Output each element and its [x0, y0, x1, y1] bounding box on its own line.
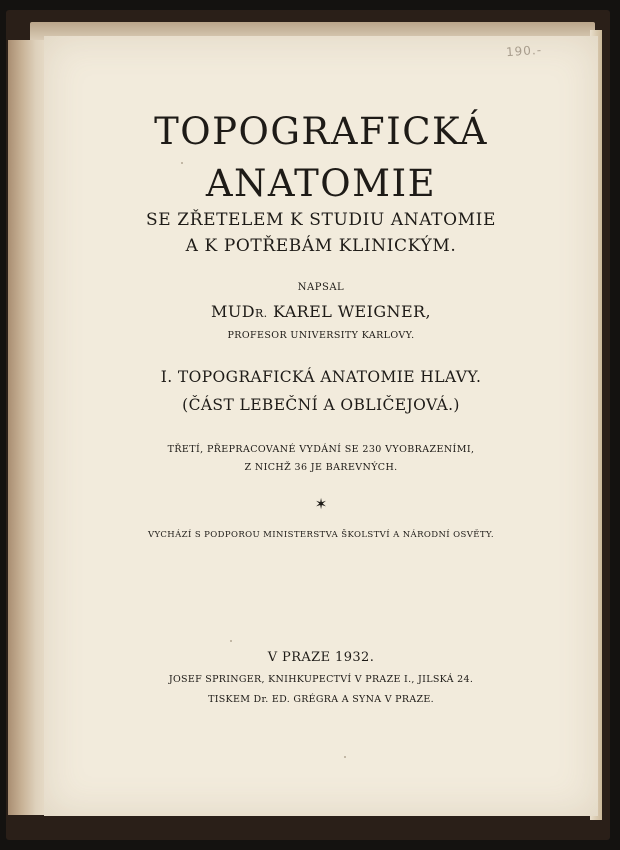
- handwritten-price-note: 190.-: [505, 42, 543, 60]
- author-position: PROFESOR UNIVERSITY KARLOVY.: [227, 330, 415, 341]
- author-name-line: [44, 302, 598, 321]
- imprint-publisher: JOSEF SPRINGER, KNIHKUPECTVÍ V PRAZE I., JILSKÁ 24.: [168, 674, 474, 685]
- subtitle-line-1: SE ZŘETELEM K STUDIU ANATOMIE: [146, 210, 496, 230]
- part-title-line-1: I. TOPOGRAFICKÁ ANATOMIE HLAVY.: [160, 368, 482, 386]
- support-note: VYCHÁZÍ S PODPOROU MINISTERSTVA ŠKOLSTVÍ A NÁRODNÍ OSVĚTY.: [148, 530, 494, 540]
- title-line-2: ANATOMIE: [205, 162, 437, 205]
- author-label: NAPSAL: [297, 282, 345, 293]
- imprint-printer: TISKEM Dr. ED. GRÉGRA A SYNA V PRAZE.: [208, 694, 434, 705]
- edition-line-2: Z NICHŽ 36 JE BAREVNÝCH.: [244, 462, 398, 473]
- imprint-place-year: V PRAZE 1932.: [267, 650, 375, 665]
- paper-speck: [181, 162, 183, 164]
- subtitle-line-2: A K POTŘEBÁM KLINICKÝM.: [185, 236, 457, 256]
- edition-line-1: TŘETÍ, PŘEPRACOVANÉ VYDÁNÍ SE 230 VYOBRAZENÍMI,: [167, 444, 475, 455]
- paper-speck: [230, 640, 232, 642]
- author-name: KAREL WEIGNER,: [267, 302, 431, 321]
- title-line-1: TOPOGRAFICKÁ: [154, 110, 488, 153]
- author-degree-suffix: R.: [254, 307, 268, 320]
- title-page: [44, 36, 598, 816]
- paper-speck: [344, 756, 346, 758]
- page-edges-left: [8, 40, 48, 815]
- star-ornament: ✶: [314, 495, 328, 513]
- part-title-line-2: (ČÁST LEBEČNÍ A OBLIČEJOVÁ.): [182, 396, 460, 414]
- author-degree-prefix: MUD: [211, 302, 255, 321]
